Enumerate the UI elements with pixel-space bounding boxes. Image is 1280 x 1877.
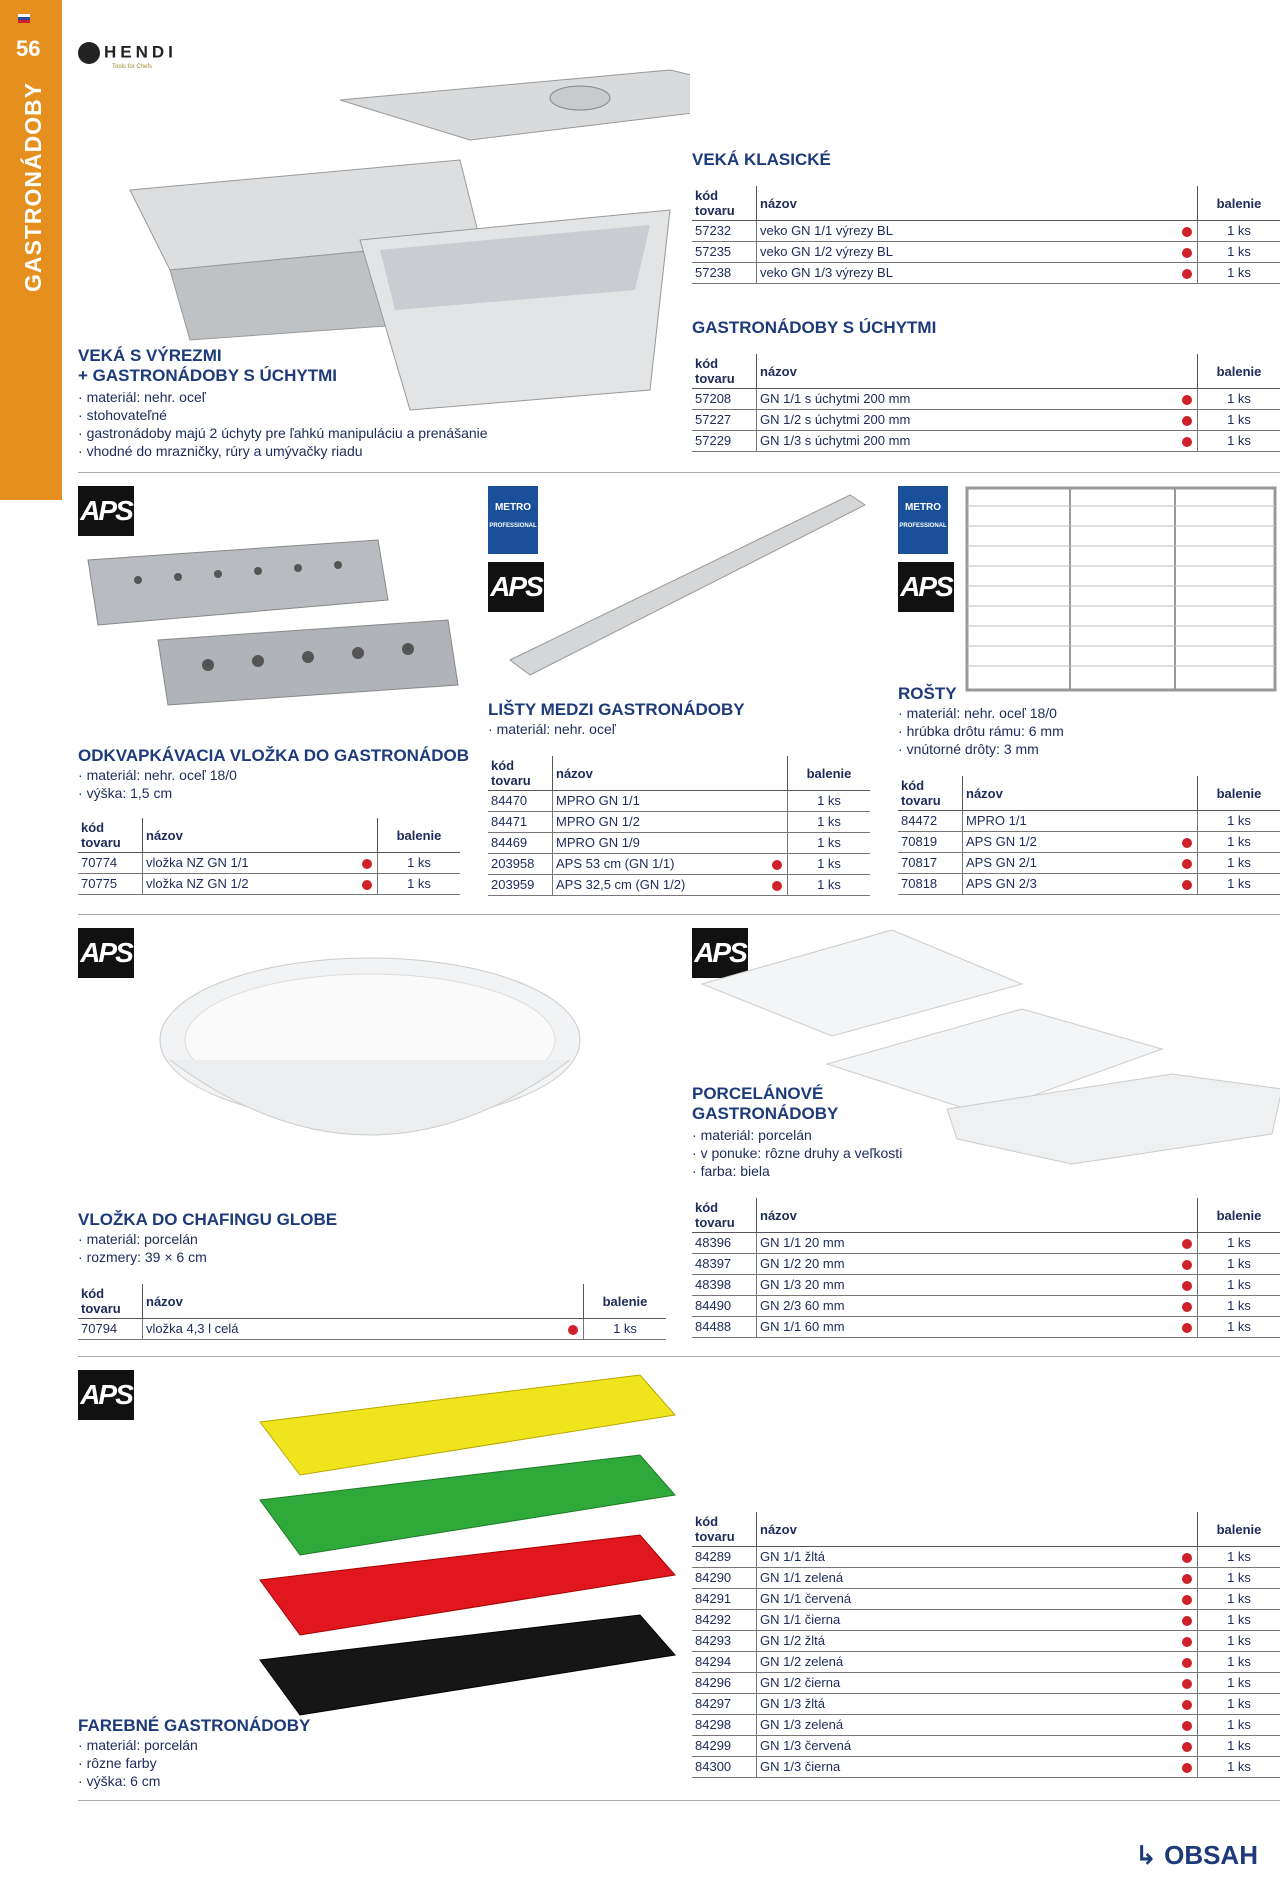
table-row — [692, 1254, 1280, 1275]
table-row — [78, 874, 460, 895]
table-row — [692, 1547, 1280, 1568]
availability-dot-icon — [1182, 1616, 1192, 1626]
table-row — [692, 410, 1280, 431]
table-header — [78, 818, 460, 853]
availability-dot-icon — [1182, 1239, 1192, 1249]
availability-dot-icon — [772, 860, 782, 870]
availability-dot-icon — [1182, 416, 1192, 426]
table-header — [692, 186, 1280, 221]
product-pack: 1 ks — [1198, 1652, 1280, 1673]
product-name: GN 1/1 20 mm — [757, 1233, 1178, 1254]
table-row — [692, 1736, 1280, 1757]
grill-rack-image — [965, 486, 1277, 692]
table-header — [898, 776, 1280, 811]
uchyty-table — [692, 354, 1280, 452]
product-pack: 1 ks — [788, 833, 871, 854]
product-code: 84296 — [692, 1673, 757, 1694]
product-pack: 1 ks — [1198, 1610, 1280, 1631]
odkvap-table — [78, 818, 460, 895]
table-row — [78, 1319, 666, 1340]
globe-table — [78, 1284, 666, 1340]
globe-bullets: · materiál: porcelán · rozmery: 39 × 6 cm — [78, 1230, 207, 1266]
product-name: MPRO GN 1/1 — [553, 791, 768, 812]
table-row — [692, 221, 1280, 242]
col-code-header: kód tovaru — [78, 818, 143, 853]
product-code: 84490 — [692, 1296, 757, 1317]
product-code: 70819 — [898, 832, 963, 853]
product-name: APS 53 cm (GN 1/1) — [553, 854, 768, 875]
table-row — [898, 853, 1280, 874]
product-name: GN 1/3 zelená — [757, 1715, 1178, 1736]
table-header — [78, 1284, 666, 1319]
col-name-header: názov — [553, 756, 768, 791]
product-code: 84289 — [692, 1547, 757, 1568]
metro-logo: METRO PROFESSIONAL — [898, 486, 948, 554]
availability-dot-icon — [1182, 1260, 1192, 1270]
table-row — [692, 1275, 1280, 1296]
availability-dot-icon — [1182, 1742, 1192, 1752]
product-code: 84488 — [692, 1317, 757, 1338]
availability-dot-icon — [1182, 1679, 1192, 1689]
product-name: veko GN 1/1 výrezy BL — [757, 221, 1178, 242]
availability-dot-icon — [1182, 1281, 1192, 1291]
product-pack: 1 ks — [1198, 1694, 1280, 1715]
table-row — [488, 791, 870, 812]
product-name: GN 1/1 zelená — [757, 1568, 1178, 1589]
col-pack-header: balenie — [788, 756, 871, 791]
table-row — [488, 812, 870, 833]
availability-dot-icon — [1182, 248, 1192, 258]
product-pack: 1 ks — [1198, 811, 1280, 832]
table-header — [692, 1512, 1280, 1547]
return-arrow-icon: ↳ — [1135, 1840, 1157, 1870]
product-code: 84471 — [488, 812, 553, 833]
product-pack: 1 ks — [1198, 1631, 1280, 1652]
product-name: GN 1/3 čierna — [757, 1757, 1178, 1778]
product-pack: 1 ks — [1198, 853, 1280, 874]
product-name: MPRO GN 1/9 — [553, 833, 768, 854]
globe-title: VLOŽKA DO CHAFINGU GLOBE — [78, 1210, 338, 1229]
product-pack: 1 ks — [788, 791, 871, 812]
section1-title: VEKÁ S VÝREZMI + GASTRONÁDOBY S ÚCHYTMI — [78, 346, 337, 385]
flag-icon — [18, 14, 30, 23]
availability-dot-icon — [1182, 437, 1192, 447]
product-code: 57232 — [692, 221, 757, 242]
product-code: 57229 — [692, 431, 757, 452]
table-row — [692, 1568, 1280, 1589]
rosty-title: ROŠTY — [898, 684, 957, 703]
product-code: 48396 — [692, 1233, 757, 1254]
farebne-table — [692, 1512, 1280, 1778]
table-row — [692, 1233, 1280, 1254]
product-name: GN 1/3 žltá — [757, 1694, 1178, 1715]
table-row — [692, 263, 1280, 284]
col-name-header: názov — [757, 354, 1178, 389]
aps-logo: APS — [692, 928, 748, 978]
globe-insert-image — [150, 950, 590, 1180]
product-name: APS GN 1/2 — [963, 832, 1178, 853]
product-code: 203958 — [488, 854, 553, 875]
side-title: GASTRONÁDOBY — [20, 81, 46, 292]
product-name: APS GN 2/3 — [963, 874, 1178, 895]
product-name: GN 1/1 60 mm — [757, 1317, 1178, 1338]
table-row — [692, 1673, 1280, 1694]
divider — [78, 1356, 1280, 1357]
col-pack-header: balenie — [1198, 1198, 1280, 1233]
product-pack: 1 ks — [1198, 1296, 1280, 1317]
availability-dot-icon — [362, 859, 372, 869]
product-name: APS GN 2/1 — [963, 853, 1178, 874]
col-pack-header: balenie — [1198, 1512, 1280, 1547]
availability-dot-icon — [1182, 1658, 1192, 1668]
product-code: 84300 — [692, 1757, 757, 1778]
table-row — [692, 1631, 1280, 1652]
product-code: 70817 — [898, 853, 963, 874]
product-name: GN 2/3 60 mm — [757, 1296, 1178, 1317]
veka-table — [692, 186, 1280, 284]
divider-bar-image — [500, 490, 870, 690]
product-pack: 1 ks — [1198, 874, 1280, 895]
availability-dot-icon — [1182, 1637, 1192, 1647]
product-pack: 1 ks — [1198, 1568, 1280, 1589]
divider — [78, 914, 1280, 915]
product-pack: 1 ks — [1198, 221, 1280, 242]
product-name: APS 32,5 cm (GN 1/2) — [553, 875, 768, 896]
product-name: GN 1/3 s úchytmi 200 mm — [757, 431, 1178, 452]
table-header — [488, 756, 870, 791]
product-code: 57208 — [692, 389, 757, 410]
product-code: 84469 — [488, 833, 553, 854]
product-code: 57235 — [692, 242, 757, 263]
product-code: 84293 — [692, 1631, 757, 1652]
product-name: GN 1/1 žltá — [757, 1547, 1178, 1568]
product-pack: 1 ks — [1198, 1715, 1280, 1736]
product-pack: 1 ks — [1198, 1254, 1280, 1275]
col-name-header: názov — [757, 186, 1178, 221]
product-code: 203959 — [488, 875, 553, 896]
product-name: vložka NZ GN 1/2 — [143, 874, 358, 895]
aps-logo: APS — [488, 562, 544, 612]
col-name-header: názov — [757, 1512, 1178, 1547]
col-name-header: názov — [963, 776, 1178, 811]
col-code-header: kód tovaru — [692, 354, 757, 389]
obsah-link[interactable]: ↳ OBSAH — [1135, 1840, 1258, 1870]
product-code: 84299 — [692, 1736, 757, 1757]
availability-dot-icon — [1182, 395, 1192, 405]
availability-dot-icon — [1182, 880, 1192, 890]
farebne-title: FAREBNÉ GASTRONÁDOBY — [78, 1716, 311, 1735]
product-name: MPRO 1/1 — [963, 811, 1178, 832]
product-name: GN 1/3 20 mm — [757, 1275, 1178, 1296]
col-code-header: kód tovaru — [488, 756, 553, 791]
aps-logo: APS — [78, 928, 134, 978]
col-pack-header: balenie — [378, 818, 461, 853]
product-pack: 1 ks — [378, 874, 461, 895]
availability-dot-icon — [1182, 1302, 1192, 1312]
col-pack-header: balenie — [584, 1284, 667, 1319]
availability-dot-icon — [1182, 1721, 1192, 1731]
uchyty-title: GASTRONÁDOBY S ÚCHYTMI — [692, 318, 937, 337]
availability-dot-icon — [1182, 1553, 1192, 1563]
col-pack-header: balenie — [1198, 354, 1280, 389]
listy-bullets: · materiál: nehr. oceľ — [488, 720, 616, 738]
col-code-header: kód tovaru — [78, 1284, 143, 1319]
table-row — [898, 832, 1280, 853]
availability-dot-icon — [1182, 1763, 1192, 1773]
product-code: 84292 — [692, 1610, 757, 1631]
product-pack: 1 ks — [1198, 1275, 1280, 1296]
availability-dot-icon — [1182, 859, 1192, 869]
divider — [78, 472, 1280, 473]
table-row — [692, 1652, 1280, 1673]
product-name: GN 1/2 čierna — [757, 1673, 1178, 1694]
table-row — [692, 389, 1280, 410]
table-row — [692, 1317, 1280, 1338]
availability-dot-icon — [1182, 1595, 1192, 1605]
product-code: 84294 — [692, 1652, 757, 1673]
col-pack-header: balenie — [1198, 186, 1280, 221]
product-name: vložka 4,3 l celá — [143, 1319, 564, 1340]
col-pack-header: balenie — [1198, 776, 1280, 811]
product-code: 48398 — [692, 1275, 757, 1296]
product-code: 70774 — [78, 853, 143, 874]
product-pack: 1 ks — [788, 812, 871, 833]
availability-dot-icon — [1182, 1700, 1192, 1710]
product-pack: 1 ks — [788, 875, 871, 896]
listy-table — [488, 756, 870, 896]
table-header — [692, 354, 1280, 389]
table-row — [488, 854, 870, 875]
page-number: 56 — [16, 36, 41, 61]
table-row — [898, 811, 1280, 832]
product-pack: 1 ks — [584, 1319, 667, 1340]
availability-dot-icon — [1182, 1323, 1192, 1333]
product-code: 57238 — [692, 263, 757, 284]
product-name: GN 1/2 zelená — [757, 1652, 1178, 1673]
metro-logo: METRO PROFESSIONAL — [488, 486, 538, 554]
product-name: GN 1/2 žltá — [757, 1631, 1178, 1652]
product-code: 84470 — [488, 791, 553, 812]
colored-pans-image — [250, 1370, 690, 1740]
divider — [78, 1800, 1280, 1801]
aps-logo: APS — [78, 486, 134, 536]
product-name: GN 1/1 s úchytmi 200 mm — [757, 389, 1178, 410]
product-pack: 1 ks — [1198, 263, 1280, 284]
listy-title: LIŠTY MEDZI GASTRONÁDOBY — [488, 700, 745, 719]
availability-dot-icon — [772, 881, 782, 891]
farebne-bullets: · materiál: porcelán · rôzne farby · výška: 6 cm — [78, 1736, 198, 1790]
table-row — [692, 1715, 1280, 1736]
product-name: veko GN 1/2 výrezy BL — [757, 242, 1178, 263]
product-code: 48397 — [692, 1254, 757, 1275]
product-pack: 1 ks — [1198, 1547, 1280, 1568]
rosty-bullets: · materiál: nehr. oceľ 18/0 · hrúbka drôtu rámu: 6 mm · vnútorné drôty: 3 mm — [898, 704, 1064, 758]
availability-dot-icon — [1182, 1574, 1192, 1584]
table-row — [898, 874, 1280, 895]
product-name: MPRO GN 1/2 — [553, 812, 768, 833]
aps-logo: APS — [78, 1370, 134, 1420]
table-row — [692, 1694, 1280, 1715]
product-name: GN 1/2 20 mm — [757, 1254, 1178, 1275]
product-pack: 1 ks — [1198, 431, 1280, 452]
table-row — [692, 431, 1280, 452]
table-header — [692, 1198, 1280, 1233]
product-pack: 1 ks — [788, 854, 871, 875]
col-name-header: názov — [143, 1284, 564, 1319]
rosty-table — [898, 776, 1280, 895]
logo-mark-icon — [78, 42, 100, 64]
product-code: 70794 — [78, 1319, 143, 1340]
availability-dot-icon — [1182, 227, 1192, 237]
col-code-header: kód tovaru — [692, 186, 757, 221]
porcelan-table — [692, 1198, 1280, 1338]
odkvap-bullets: · materiál: nehr. oceľ 18/0 · výška: 1,5 cm — [78, 766, 237, 802]
product-name: veko GN 1/3 výrezy BL — [757, 263, 1178, 284]
product-code: 70775 — [78, 874, 143, 895]
aps-logo: APS — [898, 562, 954, 612]
product-pack: 1 ks — [1198, 1736, 1280, 1757]
product-pack: 1 ks — [1198, 1233, 1280, 1254]
product-code: 84298 — [692, 1715, 757, 1736]
porcelan-bullets: · materiál: porcelán · v ponuke: rôzne druhy a veľkosti · farba: biela — [692, 1126, 902, 1180]
table-row — [692, 1757, 1280, 1778]
section1-bullets: · materiál: nehr. oceľ · stohovateľné · gastronádoby majú 2 úchyty pre ľahkú manipuláciu a prenášanie · vhodné do mrazničky, rúry a umývačky riadu — [78, 388, 488, 460]
odkvap-title: ODKVAPKÁVACIA VLOŽKA DO GASTRONÁDOB — [78, 746, 469, 765]
col-code-header: kód tovaru — [692, 1512, 757, 1547]
product-name: vložka NZ GN 1/1 — [143, 853, 358, 874]
product-pack: 1 ks — [1198, 1757, 1280, 1778]
product-code: 84297 — [692, 1694, 757, 1715]
product-pack: 1 ks — [378, 853, 461, 874]
hendi-logo: HENDI Tools for Chefs — [78, 42, 177, 70]
product-code: 84290 — [692, 1568, 757, 1589]
product-pack: 1 ks — [1198, 389, 1280, 410]
product-name: GN 1/3 červená — [757, 1736, 1178, 1757]
col-code-header: kód tovaru — [898, 776, 963, 811]
product-pack: 1 ks — [1198, 832, 1280, 853]
product-name: GN 1/1 červená — [757, 1589, 1178, 1610]
availability-dot-icon — [1182, 269, 1192, 279]
col-name-header: názov — [757, 1198, 1178, 1233]
table-row — [78, 853, 460, 874]
drip-insert-image — [78, 520, 468, 720]
table-row — [692, 1610, 1280, 1631]
product-pack: 1 ks — [1198, 1589, 1280, 1610]
col-name-header: názov — [143, 818, 358, 853]
product-pack: 1 ks — [1198, 1673, 1280, 1694]
table-row — [692, 242, 1280, 263]
product-pack: 1 ks — [1198, 242, 1280, 263]
table-row — [488, 875, 870, 896]
product-pack: 1 ks — [1198, 410, 1280, 431]
product-code: 84472 — [898, 811, 963, 832]
porcelan-title: PORCELÁNOVÉ GASTRONÁDOBY — [692, 1084, 839, 1123]
table-row — [488, 833, 870, 854]
availability-dot-icon — [1182, 838, 1192, 848]
product-code: 57227 — [692, 410, 757, 431]
availability-dot-icon — [362, 880, 372, 890]
col-code-header: kód tovaru — [692, 1198, 757, 1233]
product-code: 70818 — [898, 874, 963, 895]
veka-title: VEKÁ KLASICKÉ — [692, 150, 831, 169]
table-row — [692, 1589, 1280, 1610]
product-name: GN 1/2 s úchytmi 200 mm — [757, 410, 1178, 431]
product-pack: 1 ks — [1198, 1317, 1280, 1338]
table-row — [692, 1296, 1280, 1317]
product-name: GN 1/1 čierna — [757, 1610, 1178, 1631]
product-code: 84291 — [692, 1589, 757, 1610]
availability-dot-icon — [568, 1325, 578, 1335]
